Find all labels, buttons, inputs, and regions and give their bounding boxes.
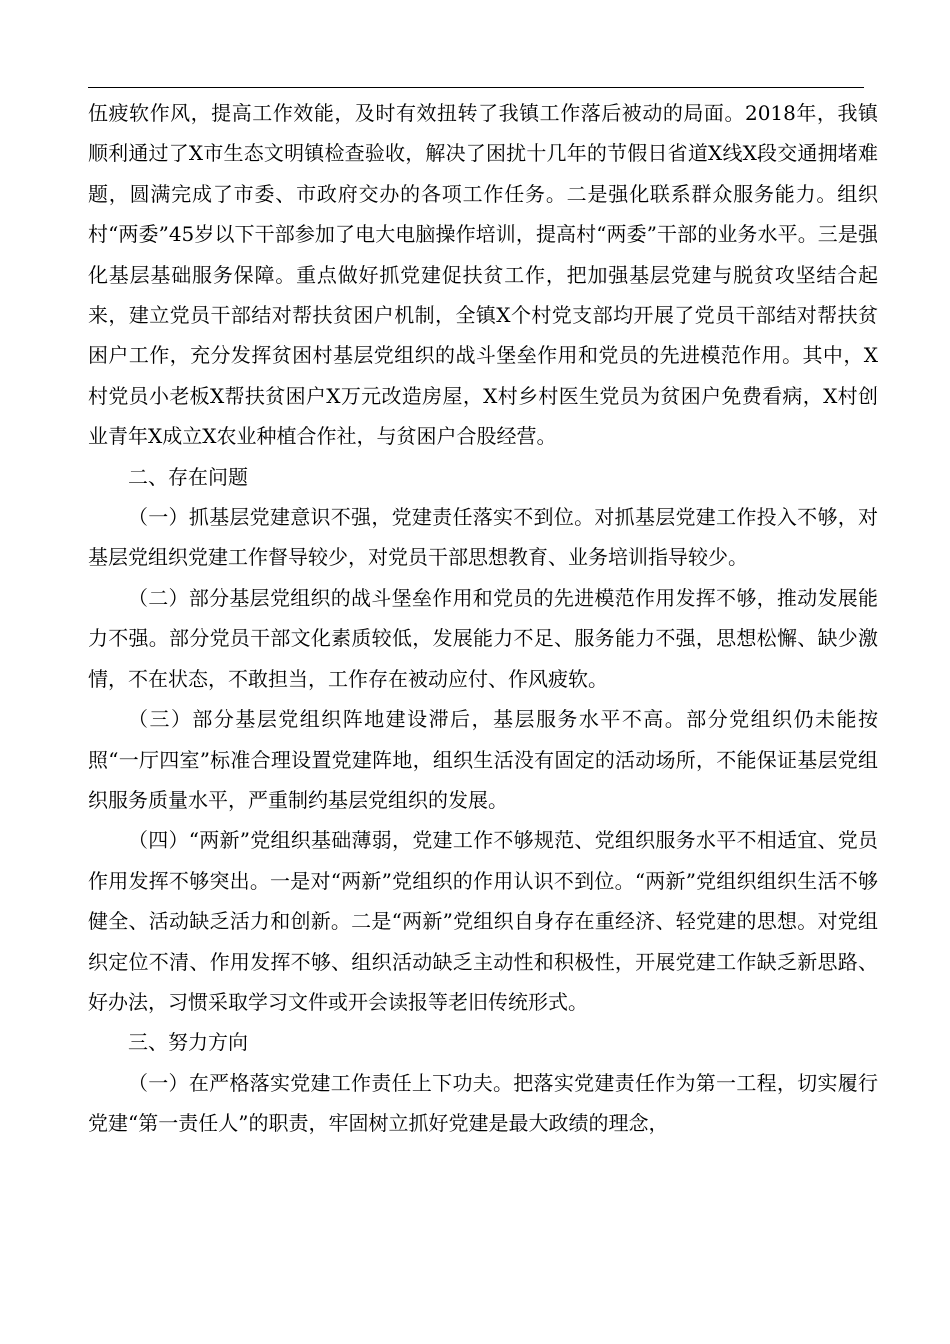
section-heading-problems: 二、存在问题 xyxy=(128,464,248,489)
paragraph-direction-1: （一）在严格落实党建工作责任上下功夫。把落实党建责任作为第一工程，切实履行党建“第一责任人”的职责，牢固树立抓好党建是最大政绩的理念， xyxy=(88,1070,878,1136)
paragraph-problem-1: （一）抓基层党建意识不强，党建责任落实不到位。对抓基层党建工作投入不够，对基层党组织党建工作督导较少，对党员干部思想教育、业务培训指导较少。 xyxy=(88,505,878,570)
paragraph-problem-4: （四）“两新”党组织基础薄弱，党建工作不够规范、党组织服务水平不相适宜、党员作用发挥不够突出。一是对“两新”党组织的作用认识不到位。“两新”党组织组织生活不够健全、活动缺乏活力和创新。二是“两新”党组织自身存在重经济、轻党建的思想。对党组织定位不清、作用发挥不够、组织活动缺乏主动性和积极性，开展党建工作缺乏新思路、好办法，习惯采取学习文件或开会读报等老旧传统形式。 xyxy=(88,828,878,1014)
document-body xyxy=(88,93,878,1144)
header-rule xyxy=(88,87,864,88)
paragraph-problem-3: （三）部分基层党组织阵地建设滞后，基层服务水平不高。部分党组织仍未能按照“一厅四室”标准合理设置党建阵地，组织生活没有固定的活动场所，不能保证基层党组织服务质量水平，严重制约基层党组织的发展。 xyxy=(88,707,878,812)
paragraph-problem-2: （二）部分基层党组织的战斗堡垒作用和党员的先进模范作用发挥不够，推动发展能力不强。部分党员干部文化素质较低，发展能力不足、服务能力不强，思想松懈、缺少激情，不在状态，不敢担当，工作存在被动应付、作风疲软。 xyxy=(88,585,878,691)
paragraph-continuation: 伍疲软作风，提高工作效能，及时有效扭转了我镇工作落后被动的局面。2018年，我镇顺利通过了X市生态文明镇检查验收，解决了困扰十几年的节假日省道X线X段交通拥堵难题，圆满完成了市委、市政府交办的各项工作任务。二是强化联系群众服务能力。组织村“两委”45岁以下干部参加了电大电脑操作培训，提高村“两委”干部的业务水平。三是强化基层基础服务保障。重点做好抓党建促扶贫工作，把加强基层党建与脱贫攻坚结合起来，建立党员干部结对帮扶贫困户机制，全镇X个村党支部均开展了党员干部结对帮扶贫困户工作，充分发挥贫困村基层党组织的战斗堡垒作用和党员的先进模范作用。其中，X村党员小老板X帮扶贫困户X万元改造房屋，X村乡村医生党员为贫困户免费看病，X村创业青年X成立X农业种植合作社，与贫困户合股经营。 xyxy=(88,101,878,449)
section-heading-directions: 三、努力方向 xyxy=(128,1030,248,1055)
